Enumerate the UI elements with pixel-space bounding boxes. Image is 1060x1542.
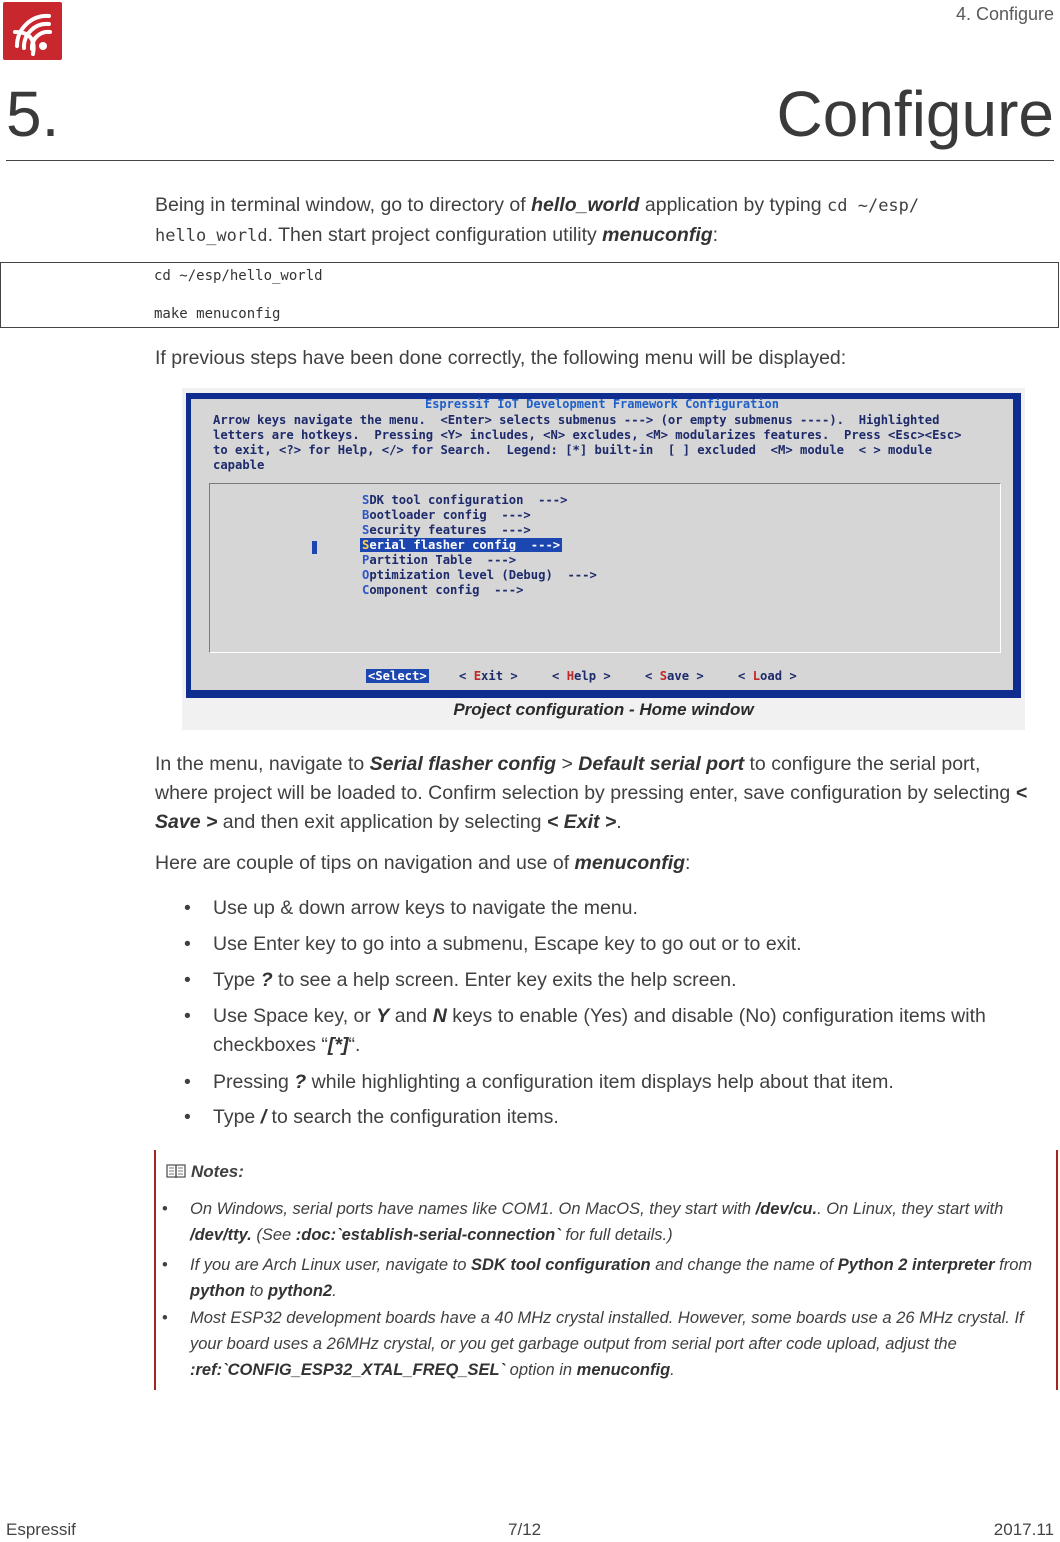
list-item [184, 894, 1044, 923]
selection-marker [312, 541, 317, 554]
intro-text: . Then start project configuration utility [267, 224, 603, 246]
bullet: • [184, 1106, 191, 1128]
exit-button: < Exit > [459, 669, 518, 683]
list-item [184, 1103, 1044, 1132]
note-text: Most ESP32 development boards have a 40 MHz crystal installed. However, some boards use a 26 MHz crystal. If your board uses a 26MHz crystal, or you get garbage output from serial port after code upload, adjust the :ref:`CONFIG_ESP32_XTAL_FREQ_SEL` option in menuconfig. [190, 1309, 1024, 1379]
page-number: 7/12 [508, 1520, 542, 1539]
menu-item-component: Component config ---> [362, 583, 524, 597]
nav-term: < Save > [155, 782, 1028, 833]
tip-text: Type ? to see a help screen. Enter key exits the help screen. [213, 969, 737, 991]
notes-box [154, 1150, 1058, 1390]
tip-text: Use Space key, or Y and N keys to enable (Yes) and disable (No) configuration items with checkboxes “[*]“. [213, 1005, 986, 1056]
nav-text: > [556, 753, 579, 775]
terminal-screen [191, 399, 1013, 690]
list-item [184, 930, 1044, 959]
menu-item-sdk-tool: SDK tool configuration ---> [362, 493, 568, 507]
menu-item-bootloader: Bootloader config ---> [362, 508, 531, 522]
tips-intro-text: Here are couple of tips on navigation and use of [155, 852, 575, 874]
tip-text: Use up & down arrow keys to navigate the menu. [213, 897, 638, 919]
nav-text: In the menu, navigate to [155, 753, 370, 775]
code-block [0, 262, 1059, 328]
code-line: cd ~/esp/hello_world [154, 268, 323, 284]
nav-term: Default serial port [578, 753, 745, 775]
tips-intro-text: : [685, 852, 691, 874]
list-item [184, 1002, 1044, 1060]
page-title: Configure [776, 78, 1054, 150]
save-button: < Save > [645, 669, 704, 683]
menu-item-serial-flasher-selected: Serial flasher config ---> [362, 538, 561, 552]
bullet: • [184, 897, 191, 919]
navigation-paragraph [155, 750, 1035, 837]
bullet: • [184, 1005, 191, 1027]
bullet: • [184, 1071, 191, 1093]
note-item [162, 1196, 1032, 1248]
intro-text: application by typing [639, 194, 828, 216]
terminal-window [186, 393, 1021, 698]
select-button: <Select> [368, 669, 427, 683]
menu-item-security: Security features ---> [362, 523, 531, 537]
note-text: If you are Arch Linux user, navigate to SDK tool configuration and change the name of Python 2 interpreter from python to python2. [190, 1256, 1033, 1300]
help-button: < Help > [552, 669, 611, 683]
title-divider [6, 160, 1054, 161]
tip-text: Type / to search the configuration items. [213, 1106, 559, 1128]
displayed-paragraph: If previous steps have been done correctly, the following menu will be displayed: [155, 347, 847, 369]
menu-item-optimization: Optimization level (Debug) ---> [362, 568, 597, 582]
intro-inline-code: cd ~/esp/ [827, 196, 920, 216]
menuconfig-screenshot [182, 388, 1025, 730]
help-line: capable [213, 458, 265, 472]
intro-text: Being in terminal window, go to directory of [155, 194, 532, 216]
menu-item-partition-table: Partition Table ---> [362, 553, 517, 567]
help-line: Arrow keys navigate the menu. <Enter> selects submenus ---> (or empty submenus ----). Highlighted [213, 413, 940, 427]
book-icon [166, 1163, 186, 1184]
tips-intro-term: menuconfig [574, 852, 686, 874]
load-button: < Load > [738, 669, 797, 683]
tip-text: Use Enter key to go into a submenu, Escape key to go out or to exit. [213, 933, 802, 955]
terminal-title: Espressif IoT Development Framework Configuration [424, 397, 779, 411]
tips-intro [155, 849, 1035, 878]
footer-company: Espressif [6, 1520, 76, 1539]
running-header: 4. Configure [955, 4, 1054, 24]
list-item [184, 966, 1044, 995]
intro-text: : [712, 224, 719, 246]
bullet: • [162, 1200, 168, 1218]
bullet: • [162, 1256, 168, 1274]
intro-app-name: hello_world [531, 194, 640, 216]
menu-frame [209, 483, 1001, 653]
intro-inline-code: hello_world [155, 226, 268, 246]
tip-text: Pressing ? while highlighting a configuration item displays help about that item. [213, 1071, 894, 1093]
nav-text: to configure the serial port, where project will be loaded to. Confirm selection by pressing enter, save configuration by selecting [155, 753, 1016, 804]
bullet: • [184, 969, 191, 991]
notes-heading [166, 1162, 244, 1184]
intro-paragraph [155, 191, 1035, 251]
help-line: to exit, <?> for Help, </> for Search. Legend: [*] built-in [ ] excluded <M> module < > module [213, 443, 933, 457]
footer-date: 2017.11 [993, 1520, 1054, 1539]
figure-caption: Project configuration - Home window [453, 700, 754, 719]
chapter-number: 5. [6, 78, 60, 150]
bullet: • [162, 1309, 168, 1327]
nav-term: < Exit > [546, 811, 617, 833]
espressif-logo-icon [3, 2, 62, 60]
note-item [162, 1305, 1032, 1383]
nav-text: and then exit application by selecting [217, 811, 547, 833]
note-text: On Windows, serial ports have names like COM1. On MacOS, they start with /dev/cu.. On Linux, they start with /dev/tty. (See :doc:`establish-serial-connection` for full details.) [190, 1200, 1004, 1244]
nav-term: Serial flasher config [369, 753, 557, 775]
nav-text: . [616, 811, 622, 833]
intro-utility-name: menuconfig [602, 224, 713, 246]
help-line: letters are hotkeys. Pressing <Y> includes, <N> excludes, <M> modularizes features. Press <Esc><Esc> [213, 428, 962, 442]
code-line: make menuconfig [154, 306, 281, 322]
notes-heading-text: Notes: [191, 1162, 244, 1181]
list-item [184, 1068, 1044, 1097]
bullet: • [184, 933, 191, 955]
note-item [162, 1252, 1032, 1304]
